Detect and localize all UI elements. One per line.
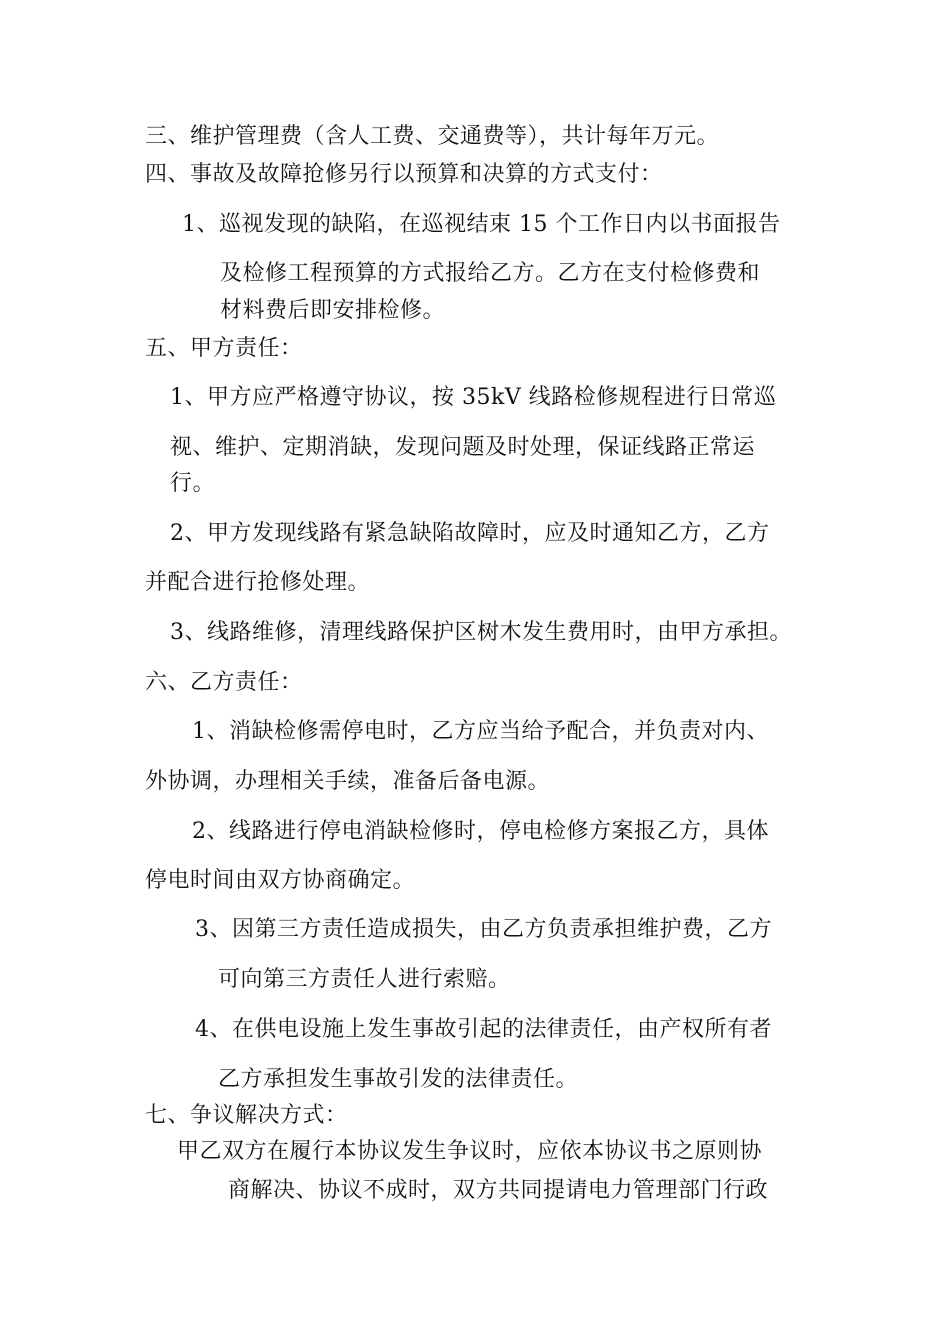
section-6-item-3-line-2: 可向第三方责任人进行索赔。 <box>218 967 511 992</box>
section-4-item-1-line-3: 材料费后即安排检修。 <box>220 298 446 323</box>
section-6-item-2-line-1: 2、线路进行停电消缺检修时，停电检修方案报乙方，具体 <box>192 819 769 844</box>
section-6-item-1-line-1: 1、消缺检修需停电时，乙方应当给予配合，并负责对内、 <box>192 719 769 744</box>
section-5-item-1-line-3: 行。 <box>170 471 216 496</box>
section-3-maintenance-fee: 三、维护管理费（含人工费、交通费等），共计每年万元。 <box>145 124 720 149</box>
section-6-item-4-line-2: 乙方承担发生事故引发的法律责任。 <box>218 1067 579 1092</box>
section-4-heading: 四、事故及故障抢修另行以预算和决算的方式支付： <box>145 162 663 187</box>
section-6-heading: 六、乙方责任： <box>145 670 303 695</box>
section-4-item-1-line-2: 及检修工程预算的方式报给乙方。乙方在支付检修费和 <box>220 261 761 286</box>
section-7-paragraph-line-2: 商解决、协议不成时，双方共同提请电力管理部门行政 <box>228 1178 769 1203</box>
section-6-item-3-line-1: 3、因第三方责任造成损失，由乙方负责承担维护费，乙方 <box>195 917 772 942</box>
section-5-item-3: 3、线路维修，清理线路保护区树木发生费用时，由甲方承担。 <box>170 620 792 645</box>
section-6-item-2-line-2: 停电时间由双方协商确定。 <box>145 868 416 893</box>
section-6-item-4-line-1: 4、在供电设施上发生事故引起的法律责任，由产权所有者 <box>195 1017 772 1042</box>
section-5-heading: 五、甲方责任： <box>145 336 303 361</box>
section-5-item-1-line-2: 视、维护、定期消缺，发现问题及时处理，保证线路正常运 <box>170 435 756 460</box>
section-5-item-2-line-1: 2、甲方发现线路有紧急缺陷故障时，应及时通知乙方，乙方 <box>170 521 770 546</box>
section-6-item-1-line-2: 外协调，办理相关手续，准备后备电源。 <box>145 769 551 794</box>
section-7-heading: 七、争议解决方式： <box>145 1103 348 1128</box>
section-5-item-2-line-2: 并配合进行抢修处理。 <box>145 570 371 595</box>
section-4-item-1-line-1: 1、巡视发现的缺陷，在巡视结束 15 个工作日内以书面报告 <box>182 212 781 237</box>
section-7-paragraph-line-1: 甲乙双方在履行本协议发生争议时，应依本协议书之原则协 <box>177 1139 763 1164</box>
section-5-item-1-line-1: 1、甲方应严格遵守协议，按 35kV 线路检修规程进行日常巡 <box>170 385 777 410</box>
